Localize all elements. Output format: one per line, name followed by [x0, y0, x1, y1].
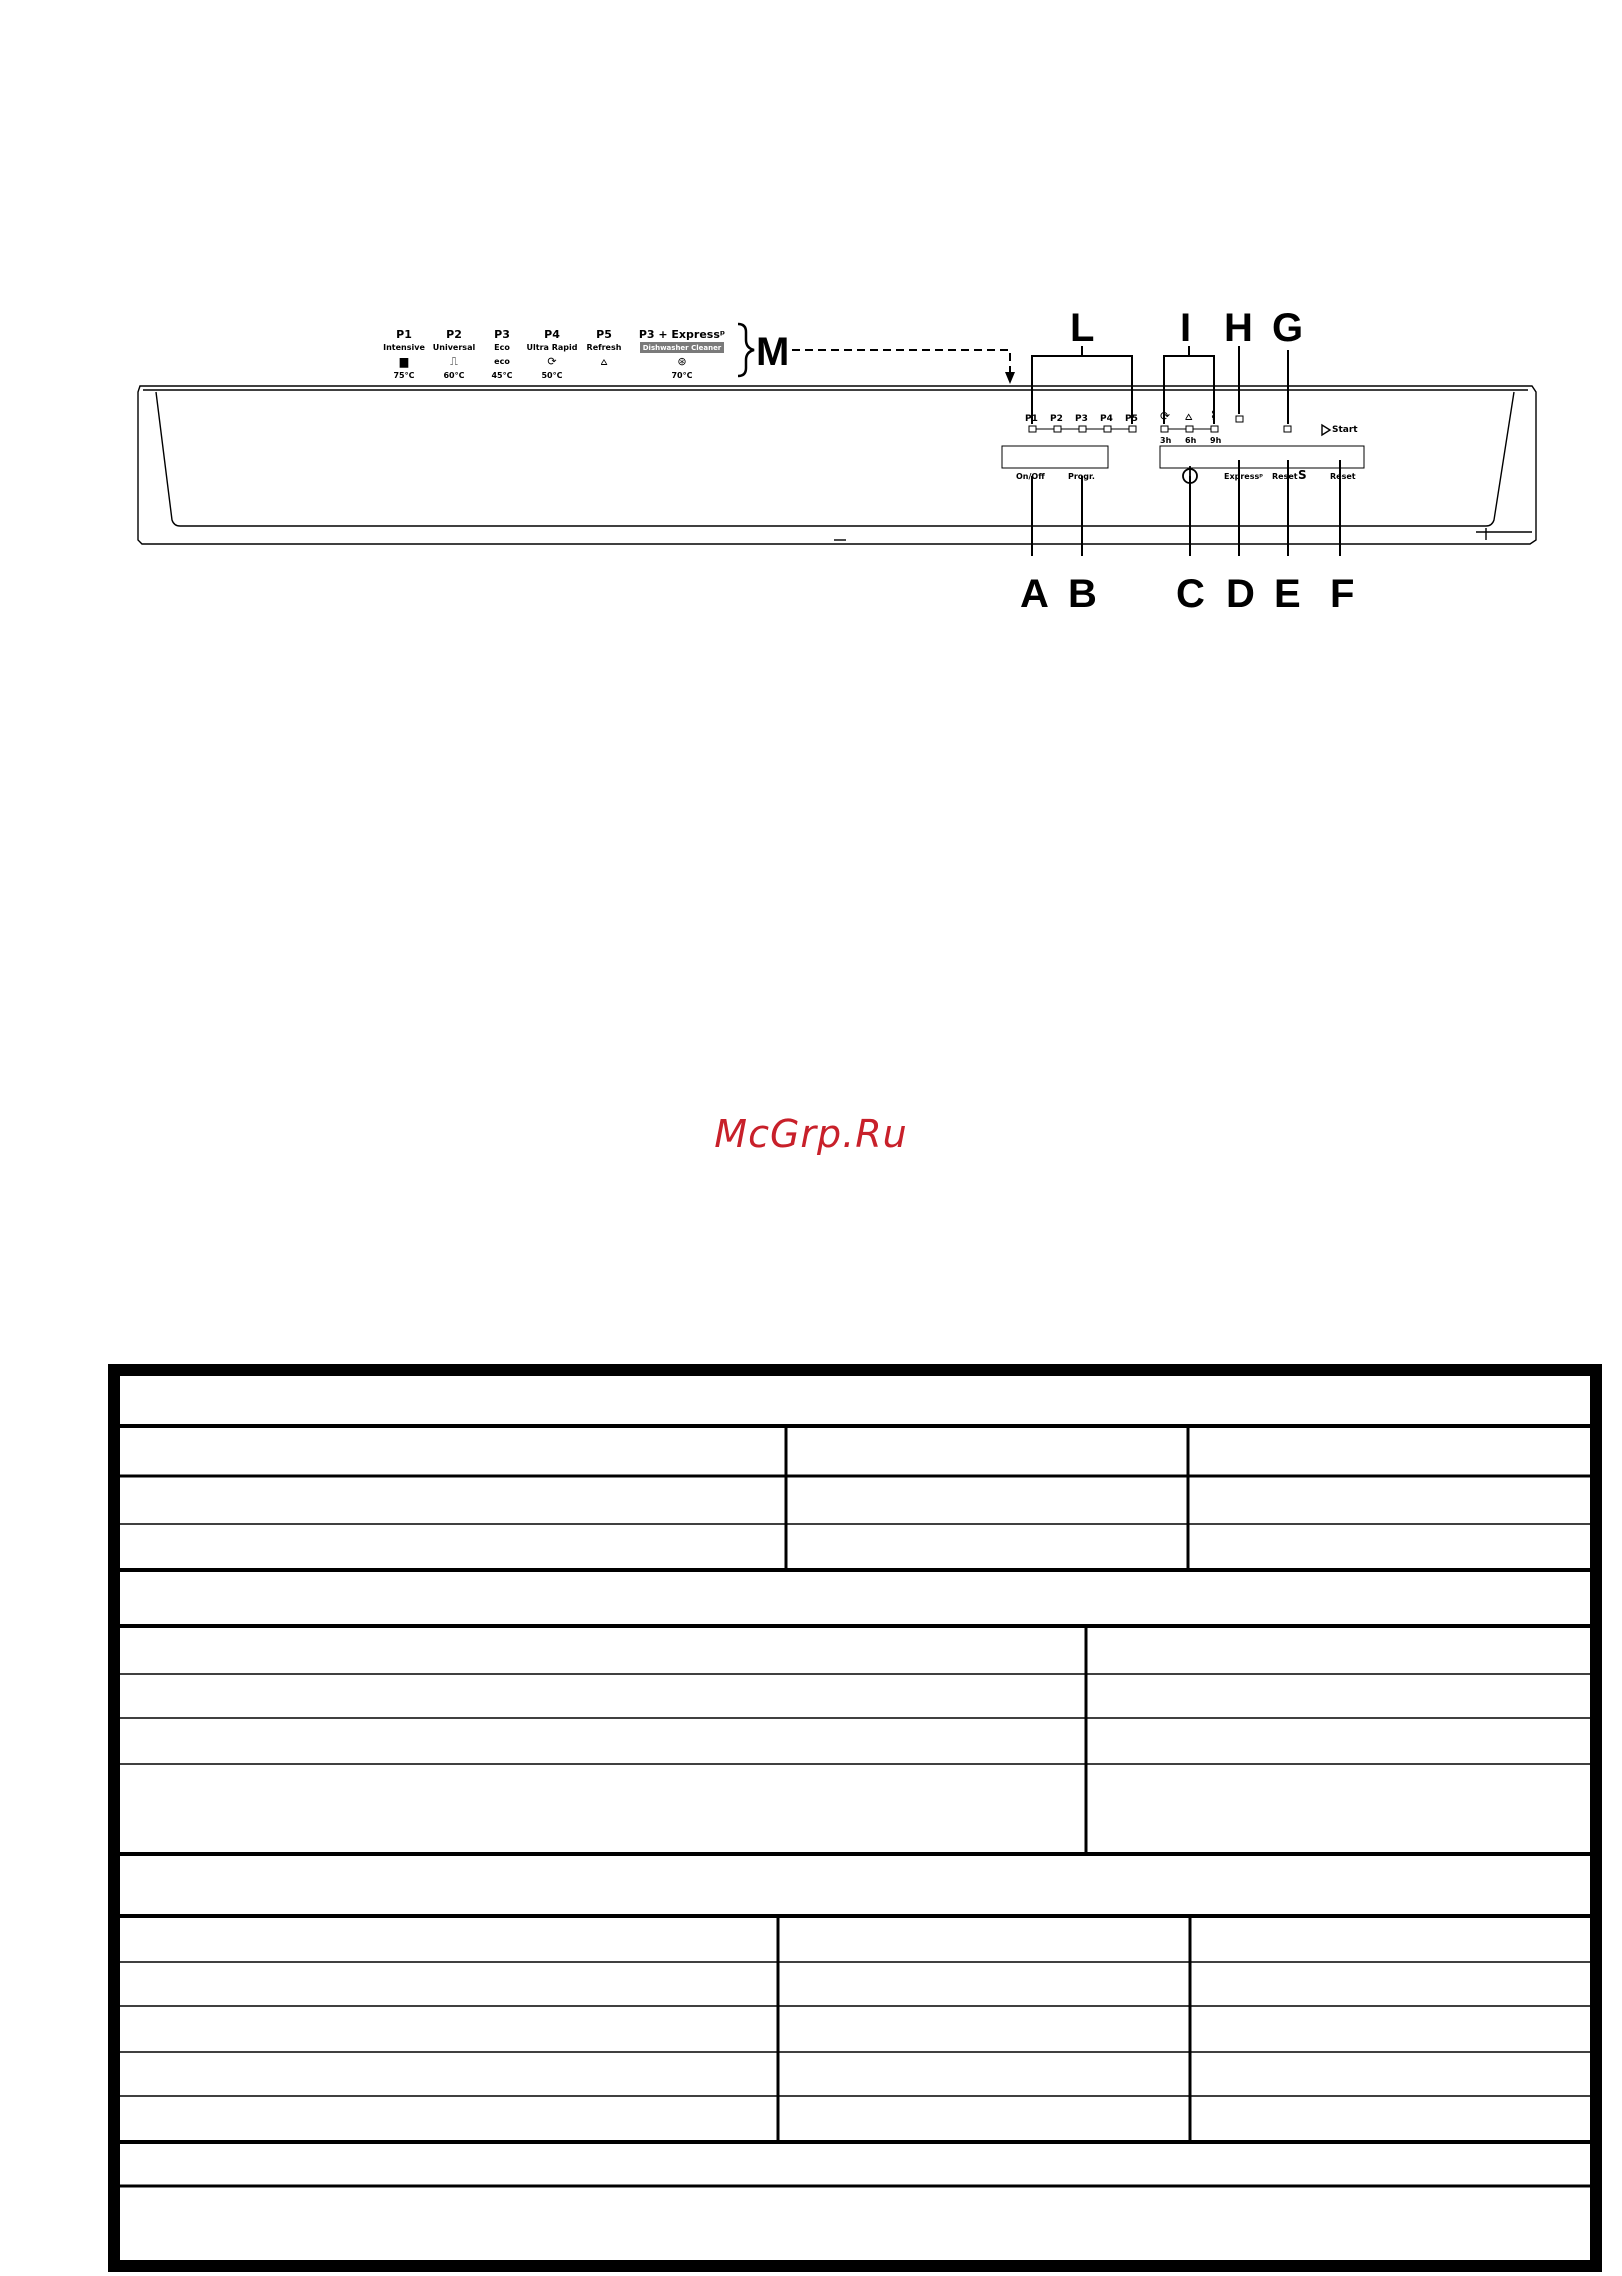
program-temp: 70°C [671, 371, 693, 380]
program-code: P1 [396, 328, 412, 341]
program-temp: 50°C [541, 371, 563, 380]
delay-3h-icon: ⟳ [1160, 409, 1171, 423]
delay-label-9h: 9h [1210, 436, 1222, 445]
led-label-p3: P3 [1075, 414, 1088, 424]
led-label-p4: P4 [1100, 414, 1113, 424]
salt-icon: S [1298, 468, 1307, 482]
program-name: Ultra Rapid [526, 343, 578, 352]
callout-e: E [1274, 572, 1301, 616]
watermark: McGrp.Ru [714, 1112, 908, 1156]
program-name: Refresh [586, 343, 622, 352]
shower-icon: ⩟ [600, 355, 608, 368]
program-code: P4 [544, 328, 560, 341]
callout-b: B [1068, 572, 1097, 616]
led-label-p2: P2 [1050, 414, 1063, 424]
callout-f: F [1330, 572, 1355, 616]
rapid-icon: ⟳ [547, 355, 557, 368]
program-name: Intensive [383, 343, 425, 352]
program-code: P5 [596, 328, 612, 341]
led-label-p5: P5 [1125, 414, 1138, 424]
callout-h: H [1224, 306, 1253, 350]
program-name: Eco [494, 343, 510, 352]
pot-icon: ▆ [399, 355, 409, 368]
delay-label-6h: 6h [1185, 436, 1197, 445]
callout-a: A [1020, 572, 1049, 616]
delay-label-3h: 3h [1160, 436, 1172, 445]
program-temp: 45°C [491, 371, 513, 380]
callout-l: L [1070, 306, 1095, 350]
cleaner-icon: ⊛ [677, 355, 687, 368]
start-label: Start [1332, 425, 1358, 435]
progr-label: Progr. [1068, 472, 1095, 481]
program-code: P3 [494, 328, 510, 341]
program-code: P3 + Expressᵖ [638, 328, 726, 341]
reset-label: Reset [1330, 472, 1356, 481]
delay-6h-icon: ⩟ [1185, 409, 1193, 423]
onoff-label: On/Off [1016, 472, 1045, 481]
program-name: Dishwasher Cleaner [642, 344, 722, 352]
led-label-p1: P1 [1025, 414, 1038, 424]
reset-salt-label: Reset [1272, 472, 1298, 481]
delay-9h-icon: ⌇ [1210, 409, 1216, 423]
express-label: Expressᵖ [1224, 472, 1264, 481]
callout-m: M [756, 330, 790, 374]
callout-c: C [1176, 572, 1205, 616]
callout-i: I [1180, 306, 1192, 350]
eco-icon: eco [494, 357, 510, 366]
program-temp: 75°C [393, 371, 415, 380]
program-code: P2 [446, 328, 462, 341]
callout-d: D [1226, 572, 1255, 616]
program-name: Universal [432, 343, 476, 352]
program-temp: 60°C [443, 371, 465, 380]
callout-g: G [1272, 306, 1304, 350]
cup-icon: ⎍ [450, 355, 458, 368]
